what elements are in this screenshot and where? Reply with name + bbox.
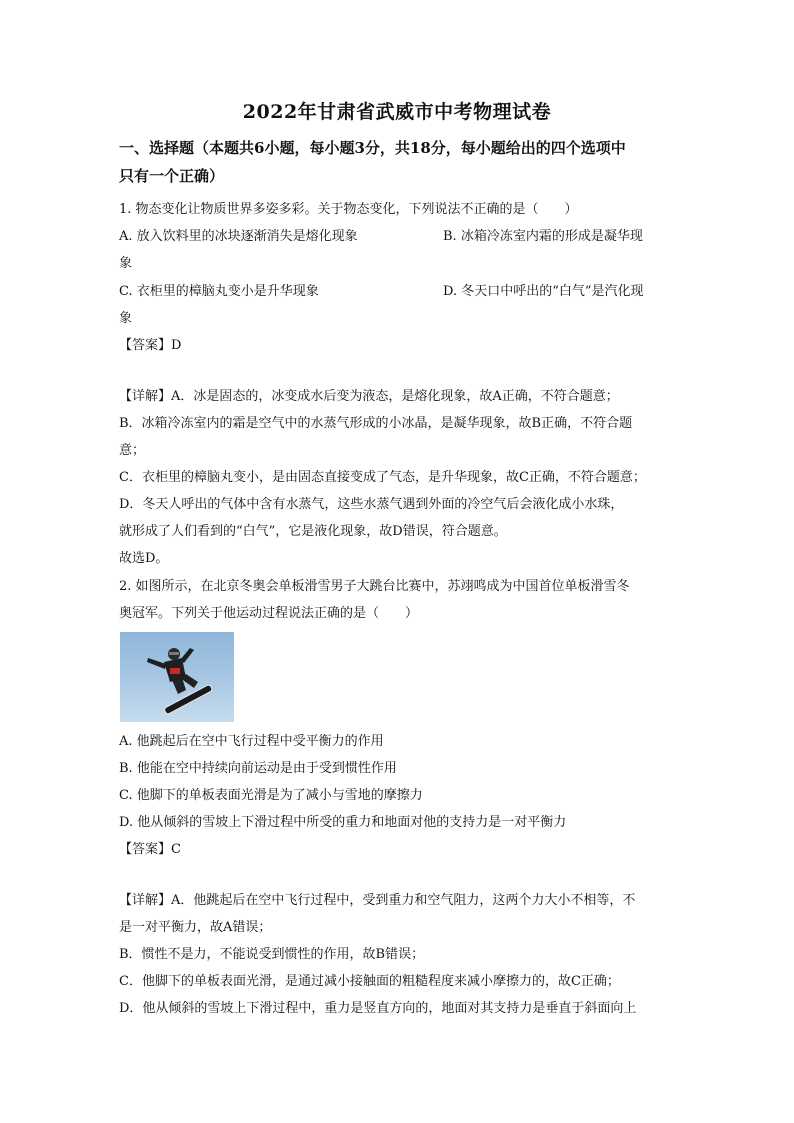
q1-explain-line: 【详解】A．冰是固态的，冰变成水后变为液态，是熔化现象，故A正确，不符合题意； xyxy=(119,389,619,404)
snowboarder-illustration xyxy=(120,632,234,722)
q1-explain-line: 就形成了人们看到的“白气”，它是液化现象，故D错误，符合题意。 xyxy=(119,524,507,539)
q2-explain-line: C．他脚下的单板表面光滑，是通过减小接触面的粗糙程度来减小摩擦力的，故C正确； xyxy=(119,974,620,989)
q2-answer: 【答案】C xyxy=(119,842,181,857)
q1-explain-line: 意； xyxy=(119,443,146,458)
q1-option-b: B. 冰箱冷冻室内霜的形成是凝华现 xyxy=(443,229,643,244)
q1-explain-line: D．冬天人呼出的气体中含有水蒸气，这些水蒸气遇到外面的冷空气后会液化成小水珠， xyxy=(119,497,624,512)
q2-option-a: A. 他跳起后在空中飞行过程中受平衡力的作用 xyxy=(119,734,384,749)
q2-explain-line: 【详解】A．他跳起后在空中飞行过程中，受到重力和空气阻力，这两个力大小不相等，不 xyxy=(119,893,636,908)
q1-option-d-wrap: 象 xyxy=(119,311,133,326)
q2-stem-line1: 2. 如图所示，在北京冬奥会单板滑雪男子大跳台比赛中，苏翊鸣成为中国首位单板滑雪冬 xyxy=(119,579,630,594)
snowboarder-photo xyxy=(120,632,234,722)
q1-explain-line: C．衣柜里的樟脑丸变小，是由固态直接变成了气态，是升华现象，故C正确，不符合题意； xyxy=(119,470,646,485)
q2-option-d: D. 他从倾斜的雪坡上下滑过程中所受的重力和地面对他的支持力是一对平衡力 xyxy=(119,815,567,830)
q1-option-b-wrap: 象 xyxy=(119,256,133,271)
q2-option-c: C. 他脚下的单板表面光滑是为了减小与雪地的摩擦力 xyxy=(119,788,423,803)
q2-option-b: B. 他能在空中持续向前运动是由于受到惯性作用 xyxy=(119,761,397,776)
q1-explain-line: B．冰箱冷冻室内的霜是空气中的水蒸气形成的小冰晶，是凝华现象，故B正确，不符合题 xyxy=(119,416,633,431)
q1-option-a: A. 放入饮料里的冰块逐渐消失是熔化现象 xyxy=(119,229,358,244)
q2-explain-line: 是一对平衡力，故A错误； xyxy=(119,920,272,935)
q1-option-c: C. 衣柜里的樟脑丸变小是升华现象 xyxy=(119,284,319,299)
section-heading-line1: 一、选择题（本题共6小题，每小题3分，共18分，每小题给出的四个选项中 xyxy=(119,139,626,157)
q1-explain-line: 故选D。 xyxy=(119,551,169,566)
q1-stem: 1. 物态变化让物质世界多姿多彩。关于物态变化，下列说法不正确的是（ ） xyxy=(119,202,578,217)
q1-option-d: D. 冬天口中呼出的“白气”是汽化现 xyxy=(443,284,644,299)
q2-explain-line: B．惯性不是力，不能说受到惯性的作用，故B错误； xyxy=(119,947,425,962)
q1-answer: 【答案】D xyxy=(119,338,182,353)
q2-stem-line2: 奥冠军。下列关于他运动过程说法正确的是（ ） xyxy=(119,606,419,621)
page-title: 2022年甘肃省武威市中考物理试卷 xyxy=(242,101,552,123)
q2-explain-line: D．他从倾斜的雪坡上下滑过程中，重力是竖直方向的，地面对其支持力是垂直于斜面向上 xyxy=(119,1001,637,1016)
section-heading-line2: 只有一个正确） xyxy=(119,167,225,185)
